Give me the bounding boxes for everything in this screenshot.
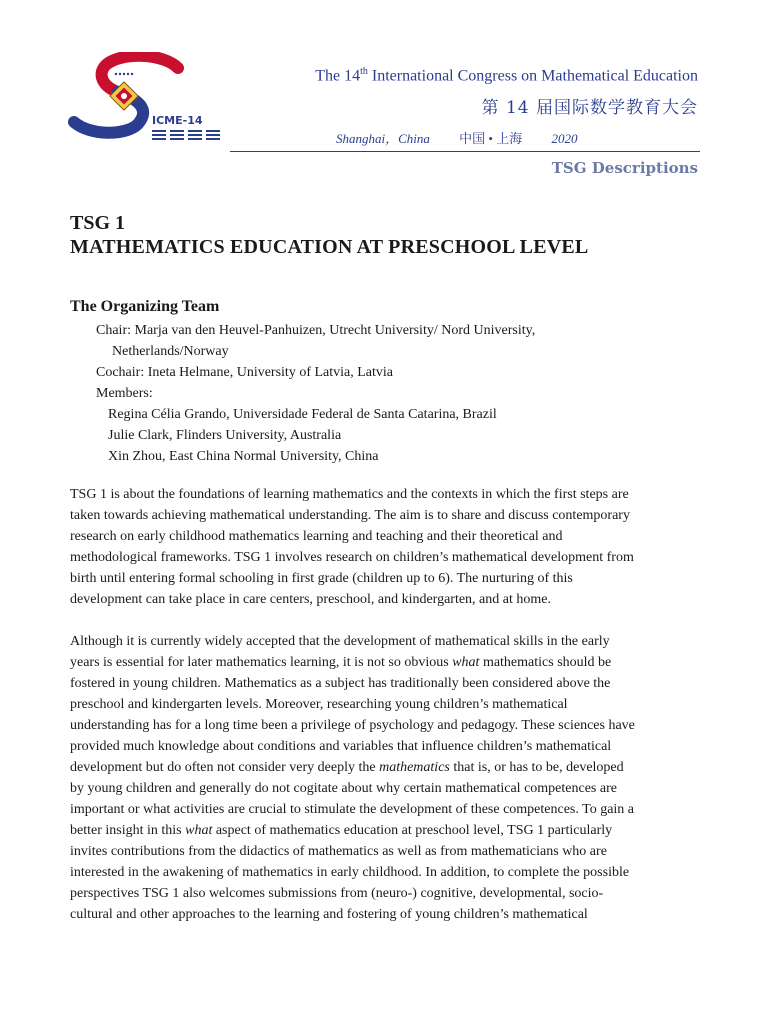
paragraph-line: understanding has for a long time been a privilege of psychology and pedagogy. These sciences have bbox=[70, 718, 635, 733]
text-run: development but do often not consider very deeply the bbox=[70, 760, 380, 775]
cochair-line: Cochair: Ineta Helmane, University of Latvia, Latvia bbox=[96, 365, 394, 380]
text-run: mathematics should be bbox=[479, 655, 612, 670]
emphasis-mathematics: mathematics bbox=[379, 760, 450, 775]
paragraph-line bbox=[70, 652, 698, 673]
paragraph-line: birth until entering formal schooling in first grade (children up to 6). The nurturing of this bbox=[70, 571, 573, 586]
paragraph-line: interested in the awakening of mathematics in early childhood. In addition, to complete the possible bbox=[70, 865, 630, 880]
paragraph-line: methodological frameworks. TSG 1 involves research on children’s mathematical development from bbox=[70, 550, 634, 565]
logo-stripes bbox=[152, 130, 220, 140]
paragraph-line: cultural and other approaches to the learning and fostering of young children’s mathematical bbox=[70, 907, 588, 922]
paragraph-line bbox=[70, 820, 698, 841]
members-label: Members: bbox=[96, 386, 153, 401]
emphasis-what: what bbox=[185, 823, 213, 838]
paragraph-line: development can take place in care centers, preschool, and kindergarten, and at home. bbox=[70, 592, 551, 607]
congress-location bbox=[336, 128, 577, 147]
paragraph-line: fostered in young children. Mathematics as a subject has traditionally been considered above the bbox=[70, 676, 611, 691]
location-city-chinese: 中国 • 上海 bbox=[459, 131, 523, 146]
text-run: years is essential for later mathematics learning, it is not so obvious bbox=[70, 655, 453, 670]
section-label: TSG Descriptions bbox=[551, 159, 698, 177]
paragraph-line bbox=[70, 757, 698, 778]
emphasis-what: what bbox=[452, 655, 480, 670]
member-item: Julie Clark, Flinders University, Australia bbox=[108, 428, 342, 443]
location-city-english: Shanghai，China bbox=[336, 131, 430, 146]
congress-title-chinese: 第 14 届国际数学教育大会 bbox=[481, 98, 698, 118]
organizing-team-heading: The Organizing Team bbox=[70, 298, 220, 315]
logo-wordmark: ICME-14 bbox=[152, 114, 203, 127]
paragraph-rationale bbox=[70, 631, 698, 925]
icme-14-logo bbox=[66, 52, 230, 144]
congress-title-english bbox=[290, 66, 698, 85]
text-run: that is, or has to be, developed bbox=[449, 760, 624, 775]
congress-en-ordinal: th bbox=[360, 66, 368, 77]
chair-line: Chair: Marja van den Heuvel-Panhuizen, Utrecht University/ Nord University, bbox=[96, 323, 536, 338]
congress-en-suffix: International Congress on Mathematical Education bbox=[367, 67, 698, 85]
text-run: better insight in this bbox=[70, 823, 186, 838]
paragraph-line: research on early childhood mathematics learning and teaching and their theoretical and bbox=[70, 529, 563, 544]
logo-dots bbox=[115, 73, 133, 75]
paragraph-line: important or what activities are crucial to stimulate the development of these competences. To gain a bbox=[70, 802, 635, 817]
member-item: Xin Zhou, East China Normal University, China bbox=[108, 449, 379, 464]
logo-red-arc bbox=[102, 56, 178, 92]
organizing-team-list bbox=[96, 320, 696, 467]
paragraph-line: provided much knowledge about conditions and variables that influence children’s mathematical bbox=[70, 739, 612, 754]
paragraph-line: by young children and generally do not cogitate about why certain mathematical competences are bbox=[70, 781, 617, 796]
paragraph-line: TSG 1 is about the foundations of learning mathematics and the contexts in which the first steps are bbox=[70, 487, 629, 502]
congress-en-prefix: The 14 bbox=[315, 67, 361, 85]
paragraph-line: preschool and kindergarten levels. Moreover, researching young children’s mathematical bbox=[70, 697, 568, 712]
paragraph-line: Although it is currently widely accepted that the development of mathematical skills in the early bbox=[70, 634, 610, 649]
member-item: Regina Célia Grando, Universidade Federal de Santa Catarina, Brazil bbox=[108, 407, 497, 422]
paragraph-line: invites contributions from the didactics of mathematics as well as from mathematicians who are bbox=[70, 844, 607, 859]
tsg-number: TSG 1 bbox=[70, 212, 126, 234]
header-divider bbox=[230, 151, 700, 152]
location-year: 2020 bbox=[551, 131, 578, 146]
tsg-title: MATHEMATICS EDUCATION AT PRESCHOOL LEVEL bbox=[70, 236, 589, 258]
text-run: aspect of mathematics education at preschool level, TSG 1 particularly bbox=[212, 823, 613, 838]
chair-line-continued: Netherlands/Norway bbox=[112, 344, 229, 359]
paragraph-line: taken towards achieving mathematical understanding. The aim is to share and discuss contemporary bbox=[70, 508, 630, 523]
paragraph-intro bbox=[70, 484, 698, 610]
paragraph-line: perspectives TSG 1 also welcomes submissions from (neuro-) cognitive, developmental, socio- bbox=[70, 886, 604, 901]
